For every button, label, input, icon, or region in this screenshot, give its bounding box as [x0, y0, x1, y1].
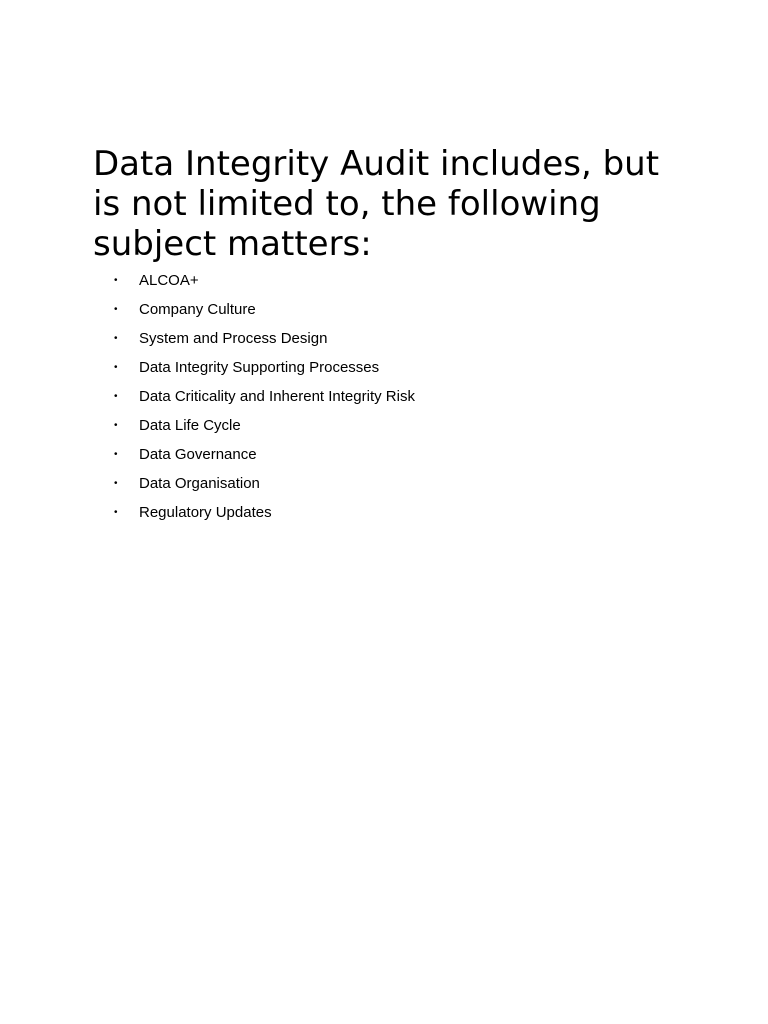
- list-item: [93, 498, 693, 527]
- subject-list: [93, 266, 693, 527]
- list-item-text: Data Criticality and Inherent Integrity Risk: [139, 388, 415, 405]
- document-content: [93, 144, 693, 527]
- bullet-icon: •: [114, 449, 118, 460]
- list-item-text: Data Governance: [139, 446, 257, 463]
- list-item: [93, 295, 693, 324]
- list-item-text: System and Process Design: [139, 330, 328, 347]
- list-item-text: ALCOA+: [139, 272, 199, 289]
- list-item-text: Data Integrity Supporting Processes: [139, 359, 380, 376]
- list-item: [93, 382, 693, 411]
- list-item: [93, 324, 693, 353]
- bullet-icon: •: [114, 507, 118, 518]
- list-item-text: Data Life Cycle: [139, 417, 241, 434]
- list-item: [93, 469, 693, 498]
- bullet-icon: •: [114, 391, 118, 402]
- list-item-text: Data Organisation: [139, 475, 260, 492]
- list-item: [93, 266, 693, 295]
- list-item: [93, 353, 693, 382]
- bullet-icon: •: [114, 478, 118, 489]
- list-item-text: Regulatory Updates: [139, 504, 272, 521]
- bullet-icon: •: [114, 420, 118, 431]
- bullet-icon: •: [114, 333, 118, 344]
- page-heading: Data Integrity Audit includes, but is not limited to, the following subject matters:: [93, 144, 660, 264]
- bullet-icon: •: [114, 275, 118, 286]
- list-item: [93, 440, 693, 469]
- list-item-text: Company Culture: [139, 301, 256, 318]
- bullet-icon: •: [114, 362, 118, 373]
- bullet-icon: •: [114, 304, 118, 315]
- list-item: [93, 411, 693, 440]
